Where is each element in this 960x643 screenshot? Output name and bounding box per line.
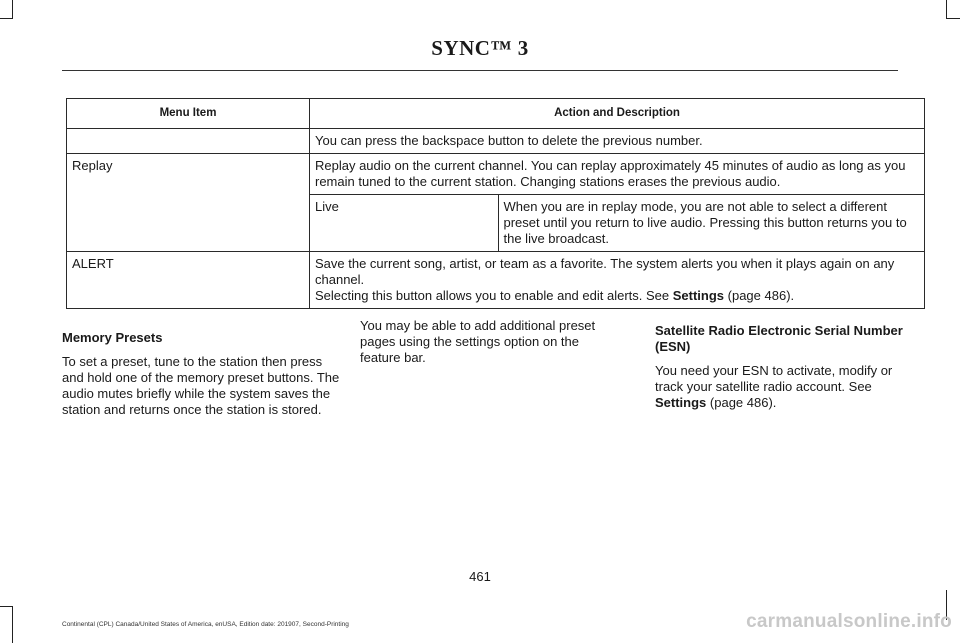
description-cell: You can press the backspace button to delete the previous number. — [310, 129, 925, 154]
sub-item-table — [310, 154, 924, 251]
header-divider — [62, 70, 898, 71]
crop-mark-top-left-h — [0, 18, 13, 19]
crop-mark-top-right-v — [946, 0, 947, 18]
menu-item-cell: Replay — [67, 154, 310, 252]
watermark: carmanualsonline.info — [746, 611, 952, 632]
page-header-title: SYNC™ 3 — [431, 36, 529, 60]
column-header-action-description: Action and Description — [310, 99, 925, 129]
left-column — [62, 330, 344, 426]
esn-body-text: You need your ESN to activate, modify or track your satellite radio account. See — [655, 363, 893, 394]
description-cell — [310, 252, 925, 309]
column-header-menu-item: Menu Item — [67, 99, 310, 129]
sub-description-cell: When you are in replay mode, you are not able to select a different preset until you return to live audio. Pressing this button returns you to the live broadcast. — [498, 195, 924, 252]
menu-item-cell: ALERT — [67, 252, 310, 309]
description-text: Replay audio on the current channel. You can replay approximately 45 minutes of audio as long as you remain tuned to the current station. Changing stations erases the previous audio. — [315, 158, 906, 189]
page-reference: (page 486). — [724, 288, 795, 303]
esn-body — [655, 363, 917, 411]
crop-mark-bottom-left-v — [12, 606, 13, 643]
page-reference: (page 486). — [706, 395, 777, 410]
sub-menu-item-cell: Live — [310, 195, 498, 252]
description-text-2 — [315, 288, 920, 304]
table-header-row — [67, 99, 925, 129]
middle-column — [360, 318, 622, 374]
crop-mark-top-left-v — [12, 0, 13, 18]
crop-mark-top-right-h — [946, 18, 960, 19]
page-number: 461 — [469, 569, 491, 584]
esn-heading: Satellite Radio Electronic Serial Number (ESN) — [655, 323, 903, 354]
preset-pages-body: You may be able to add additional preset pages using the settings option on the feature bar. — [360, 318, 596, 365]
table-row — [67, 154, 925, 252]
settings-link[interactable]: Settings — [672, 288, 725, 303]
menu-item-cell — [67, 129, 310, 154]
menu-item-table — [66, 98, 925, 309]
right-column — [655, 323, 917, 419]
table-row — [67, 252, 925, 309]
crop-mark-bottom-left-h — [0, 606, 13, 607]
description-text: Save the current song, artist, or team as a favorite. The system alerts you when it plays again on any channel. — [315, 256, 895, 287]
table-row — [67, 129, 925, 154]
memory-presets-body: To set a preset, tune to the station then press and hold one of the memory preset buttons. The audio mutes briefly while the system saves the station and returns once the station is stored. — [62, 354, 340, 417]
description-cell — [310, 154, 925, 252]
memory-presets-heading: Memory Presets — [62, 330, 163, 345]
settings-link[interactable]: Settings — [655, 395, 707, 410]
description-prefix: Selecting this button allows you to enable and edit alerts. See — [315, 288, 673, 303]
footer-edition-text: Continental (CPL) Canada/United States of America, enUSA, Edition date: 201907, Second-Printing — [62, 621, 349, 628]
